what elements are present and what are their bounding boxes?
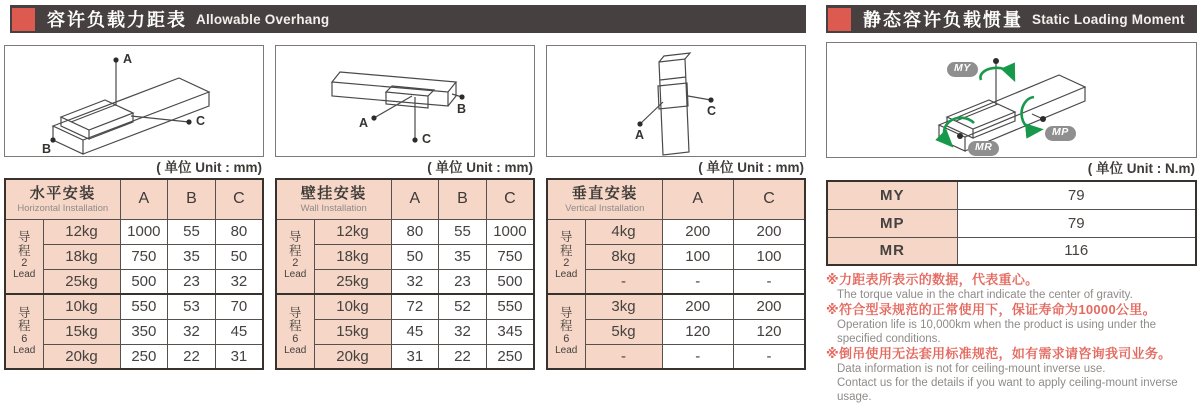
- value-cell: 32: [439, 319, 487, 344]
- column-header: B: [439, 179, 487, 219]
- value-cell: 55: [439, 219, 487, 244]
- table-row: [276, 244, 534, 269]
- load-cell: 25kg: [43, 269, 120, 294]
- footnote-zh: ※倒吊使用无法套用标准规范，如有需求请咨询我司业务。: [826, 346, 1172, 361]
- vertical-install-table: [546, 178, 806, 370]
- value-cell: 350: [120, 319, 168, 344]
- value-cell: 35: [168, 244, 216, 269]
- value-cell: 200: [734, 294, 806, 319]
- load-cell: 10kg: [43, 294, 120, 319]
- moment-row-value: 79: [957, 181, 1196, 209]
- load-cell: 4kg: [585, 219, 662, 244]
- value-cell: -: [662, 269, 734, 294]
- value-cell: 32: [215, 269, 263, 294]
- footnote-en: Data information is not for ceiling-mount inverse use.: [837, 363, 1106, 375]
- table-row: [276, 319, 534, 344]
- lead-group-label: 导 程 2 Lead: [547, 219, 585, 294]
- table-title-zh: 垂直安装: [571, 184, 638, 202]
- value-cell: 500: [486, 269, 534, 294]
- load-cell: 10kg: [314, 294, 391, 319]
- point-label-c: C: [707, 104, 717, 118]
- table-row: [5, 219, 263, 244]
- load-cell: 20kg: [314, 344, 391, 369]
- column-header: A: [391, 179, 439, 219]
- static-loading-moment-section: [826, 5, 1197, 404]
- overhang-title-bar: [10, 5, 806, 33]
- load-cell: 18kg: [43, 244, 120, 269]
- moment-table: [826, 180, 1197, 266]
- moment-title-en: Static Loading Moment: [1032, 11, 1185, 27]
- table-title-en: Vertical Installation: [565, 202, 645, 214]
- value-cell: 750: [486, 244, 534, 269]
- value-cell: 550: [486, 294, 534, 319]
- table-row: [276, 294, 534, 319]
- table-title-zh: 壁挂安装: [300, 184, 367, 202]
- moment-row-label: MP: [827, 209, 957, 237]
- table-title-zh: 水平安装: [29, 184, 96, 202]
- lead-group-label: 导 程 6 Lead: [276, 294, 314, 369]
- load-cell: 20kg: [43, 344, 120, 369]
- footnotes: [826, 272, 1197, 404]
- value-cell: 345: [486, 319, 534, 344]
- title-marker-icon: [828, 8, 851, 31]
- table-row: [827, 209, 1196, 237]
- unit-note: ( 单位 Unit : mm): [698, 160, 804, 175]
- load-cell: 8kg: [585, 244, 662, 269]
- footnote-en: The torque value in the chart indicate the center of gravity.: [837, 289, 1133, 301]
- table-row: [276, 269, 534, 294]
- value-cell: 750: [120, 244, 168, 269]
- footnote-zh: ※符合型录规范的正常使用下，保证寿命为10000公里。: [826, 302, 1156, 317]
- table-row: [547, 244, 805, 269]
- table-row: [276, 219, 534, 244]
- value-cell: 53: [168, 294, 216, 319]
- table-row: [547, 269, 805, 294]
- table-title-cell: [5, 179, 120, 219]
- value-cell: 100: [662, 244, 734, 269]
- value-cell: 250: [486, 344, 534, 369]
- point-label-c: C: [196, 114, 206, 128]
- title-marker-icon: [12, 8, 35, 31]
- table-row: [547, 319, 805, 344]
- value-cell: 250: [120, 344, 168, 369]
- value-cell: -: [662, 344, 734, 369]
- table-row: [5, 319, 263, 344]
- table-row: [547, 344, 805, 369]
- unit-note: ( 单位 Unit : mm): [427, 160, 533, 175]
- value-cell: 22: [168, 344, 216, 369]
- horizontal-install-table: [4, 178, 264, 370]
- moment-row-label: MR: [827, 237, 957, 265]
- unit-note: ( 单位 Unit : mm): [156, 160, 262, 175]
- value-cell: 200: [734, 219, 806, 244]
- point-label-b: B: [457, 102, 467, 116]
- overhang-columns: [4, 45, 806, 370]
- table-row: [547, 294, 805, 319]
- load-cell: -: [585, 344, 662, 369]
- value-cell: 1000: [486, 219, 534, 244]
- allowable-overhang-section: [4, 5, 806, 370]
- overhang-title-en: Allowable Overhang: [196, 11, 330, 27]
- value-cell: 50: [215, 244, 263, 269]
- value-cell: 550: [120, 294, 168, 319]
- table-row: [5, 244, 263, 269]
- value-cell: 23: [439, 269, 487, 294]
- load-cell: 3kg: [585, 294, 662, 319]
- moment-label-mp: MP: [1045, 126, 1076, 141]
- lead-group-label: 导 程 6 Lead: [547, 294, 585, 369]
- load-cell: 15kg: [314, 319, 391, 344]
- horizontal-install-diagram: [4, 45, 264, 157]
- value-cell: 70: [215, 294, 263, 319]
- value-cell: 120: [662, 319, 734, 344]
- lead-group-label: 导 程 2 Lead: [276, 219, 314, 294]
- moment-title-bar: [826, 5, 1197, 33]
- value-cell: 80: [391, 219, 439, 244]
- column-header: C: [215, 179, 263, 219]
- value-cell: -: [734, 344, 806, 369]
- vertical-install-diagram: [546, 45, 806, 157]
- moment-diagram: [826, 42, 1197, 158]
- table-row: [5, 269, 263, 294]
- load-cell: 25kg: [314, 269, 391, 294]
- unit-note: ( 单位 Unit : N.m): [1087, 161, 1195, 176]
- value-cell: 32: [168, 319, 216, 344]
- load-cell: 12kg: [43, 219, 120, 244]
- column-header: A: [120, 179, 168, 219]
- moment-label-my: MY: [947, 62, 978, 77]
- footnote: [826, 272, 1197, 302]
- point-label-a: A: [635, 128, 645, 142]
- value-cell: 72: [391, 294, 439, 319]
- moment-title-zh: 静态容许负载惯量: [863, 10, 1023, 30]
- vertical-install-column: [546, 45, 806, 370]
- column-header: A: [662, 179, 734, 219]
- table-title-cell: [547, 179, 662, 219]
- value-cell: 35: [439, 244, 487, 269]
- point-label-c: C: [422, 132, 432, 146]
- table-row: [5, 344, 263, 369]
- wall-install-table: [275, 178, 535, 370]
- value-cell: 50: [391, 244, 439, 269]
- rail-drawing-horizontal-icon: [5, 46, 263, 156]
- value-cell: 100: [734, 244, 806, 269]
- value-cell: 1000: [120, 219, 168, 244]
- value-cell: 120: [734, 319, 806, 344]
- lead-group-label: 导 程 6 Lead: [5, 294, 43, 369]
- point-label-a: A: [123, 52, 133, 66]
- table-title-cell: [276, 179, 391, 219]
- table-title-en: Wall Installation: [300, 202, 367, 214]
- footnote-en: Operation life is 10,000km when the product is using under the specified conditions.: [837, 319, 1156, 345]
- horizontal-install-column: [4, 45, 264, 370]
- value-cell: 55: [168, 219, 216, 244]
- load-cell: 5kg: [585, 319, 662, 344]
- value-cell: 22: [439, 344, 487, 369]
- moment-row-value: 116: [957, 237, 1196, 265]
- column-header: B: [168, 179, 216, 219]
- load-cell: 18kg: [314, 244, 391, 269]
- value-cell: 32: [391, 269, 439, 294]
- value-cell: 200: [662, 219, 734, 244]
- point-label-a: A: [359, 116, 369, 130]
- rail-drawing-wall-icon: [276, 46, 534, 156]
- moment-row-value: 79: [957, 209, 1196, 237]
- load-cell: 15kg: [43, 319, 120, 344]
- value-cell: 45: [215, 319, 263, 344]
- value-cell: 45: [391, 319, 439, 344]
- value-cell: 80: [215, 219, 263, 244]
- moment-label-mr: MR: [968, 141, 999, 156]
- value-cell: 23: [168, 269, 216, 294]
- footnote-zh: ※力距表所表示的数据，代表重心。: [826, 272, 1039, 287]
- value-cell: 500: [120, 269, 168, 294]
- value-cell: 31: [391, 344, 439, 369]
- load-cell: -: [585, 269, 662, 294]
- rail-drawing-moment-icon: [827, 43, 1196, 157]
- footnote-en: Contact us for the details if you want to apply ceiling-mount inverse usage.: [837, 377, 1178, 403]
- column-header: C: [734, 179, 806, 219]
- table-row: [827, 237, 1196, 265]
- footnote: [826, 302, 1197, 346]
- table-row: [547, 219, 805, 244]
- value-cell: 31: [215, 344, 263, 369]
- table-row: [276, 344, 534, 369]
- table-row: [827, 181, 1196, 209]
- table-row: [5, 294, 263, 319]
- wall-install-diagram: [275, 45, 535, 157]
- load-cell: 12kg: [314, 219, 391, 244]
- column-header: C: [486, 179, 534, 219]
- moment-row-label: MY: [827, 181, 957, 209]
- point-label-b: B: [42, 142, 52, 156]
- lead-group-label: 导 程 2 Lead: [5, 219, 43, 294]
- overhang-title-zh: 容许负载力距表: [47, 10, 187, 30]
- wall-install-column: [275, 45, 535, 370]
- value-cell: -: [734, 269, 806, 294]
- value-cell: 52: [439, 294, 487, 319]
- rail-drawing-vertical-icon: [547, 46, 805, 156]
- table-title-en: Horizontal Installation: [17, 202, 109, 214]
- value-cell: 200: [662, 294, 734, 319]
- footnote: [826, 346, 1197, 404]
